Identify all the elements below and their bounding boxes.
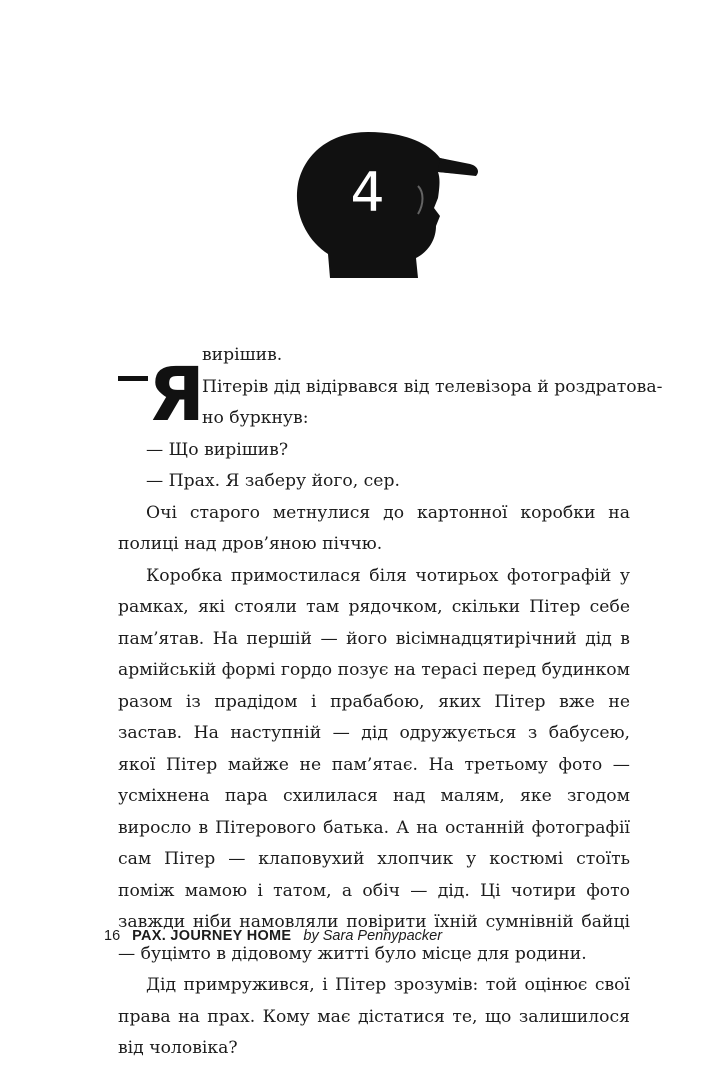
series-title: PAX. JOURNEY HOME	[132, 928, 292, 944]
paragraph: Коробка примостилася біля чотирьох фотографій у рамках, які стояли там рядочком, скільки Пітер себе пам’ятав. На першій — його вісімнадцятирічний дід в армійській формі гордо позує на терасі перед будинком разом із прадідом і прабабою, яких Пітер вже не застав. На наступній — дід одружується з бабусею, якої Пітер майже не пам’ятає. На третьому фото — усміхнена пара схилилася над малям, яке згодом виросло в Пітерового батька. А на останній фотографії сам Пітер — клаповухий хлопчик у костюмі стоїть поміж мамою і татом, а обіч — дід. Ці чотири фото завжди ніби намовляли повірити їхній сумнівній байці — буцімто в дідовому житті було місце для родини.	[118, 565, 630, 964]
opening-line: но буркнув:	[202, 408, 309, 428]
paragraph: Очі старого метнулися до картонної коробки на полиці над дров’яною піччю.	[118, 502, 630, 554]
opening-line: вирішив.	[202, 345, 283, 365]
chapter-emblem	[290, 128, 480, 288]
paragraph: Дід примружився, і Пітер зрозумів: той оцінює свої права на прах. Кому має дістатися те, що залишилося від чоловіка?	[118, 975, 630, 1058]
chapter-number: 4	[350, 161, 385, 224]
dropcap-letter: Я	[148, 352, 205, 438]
opening-line: Пітерів дід відірвався від телевізора й роздратова-	[202, 376, 663, 397]
chapter-text	[118, 340, 663, 1065]
author-credit: by Sara Pennypacker	[303, 928, 443, 944]
dropcap-dash	[118, 376, 148, 381]
page-footer	[104, 928, 442, 944]
dialogue-line: — Прах. Я заберу його, сер.	[146, 471, 400, 491]
page-number: 16	[104, 928, 121, 944]
dialogue-line: — Що вирішив?	[146, 439, 289, 460]
